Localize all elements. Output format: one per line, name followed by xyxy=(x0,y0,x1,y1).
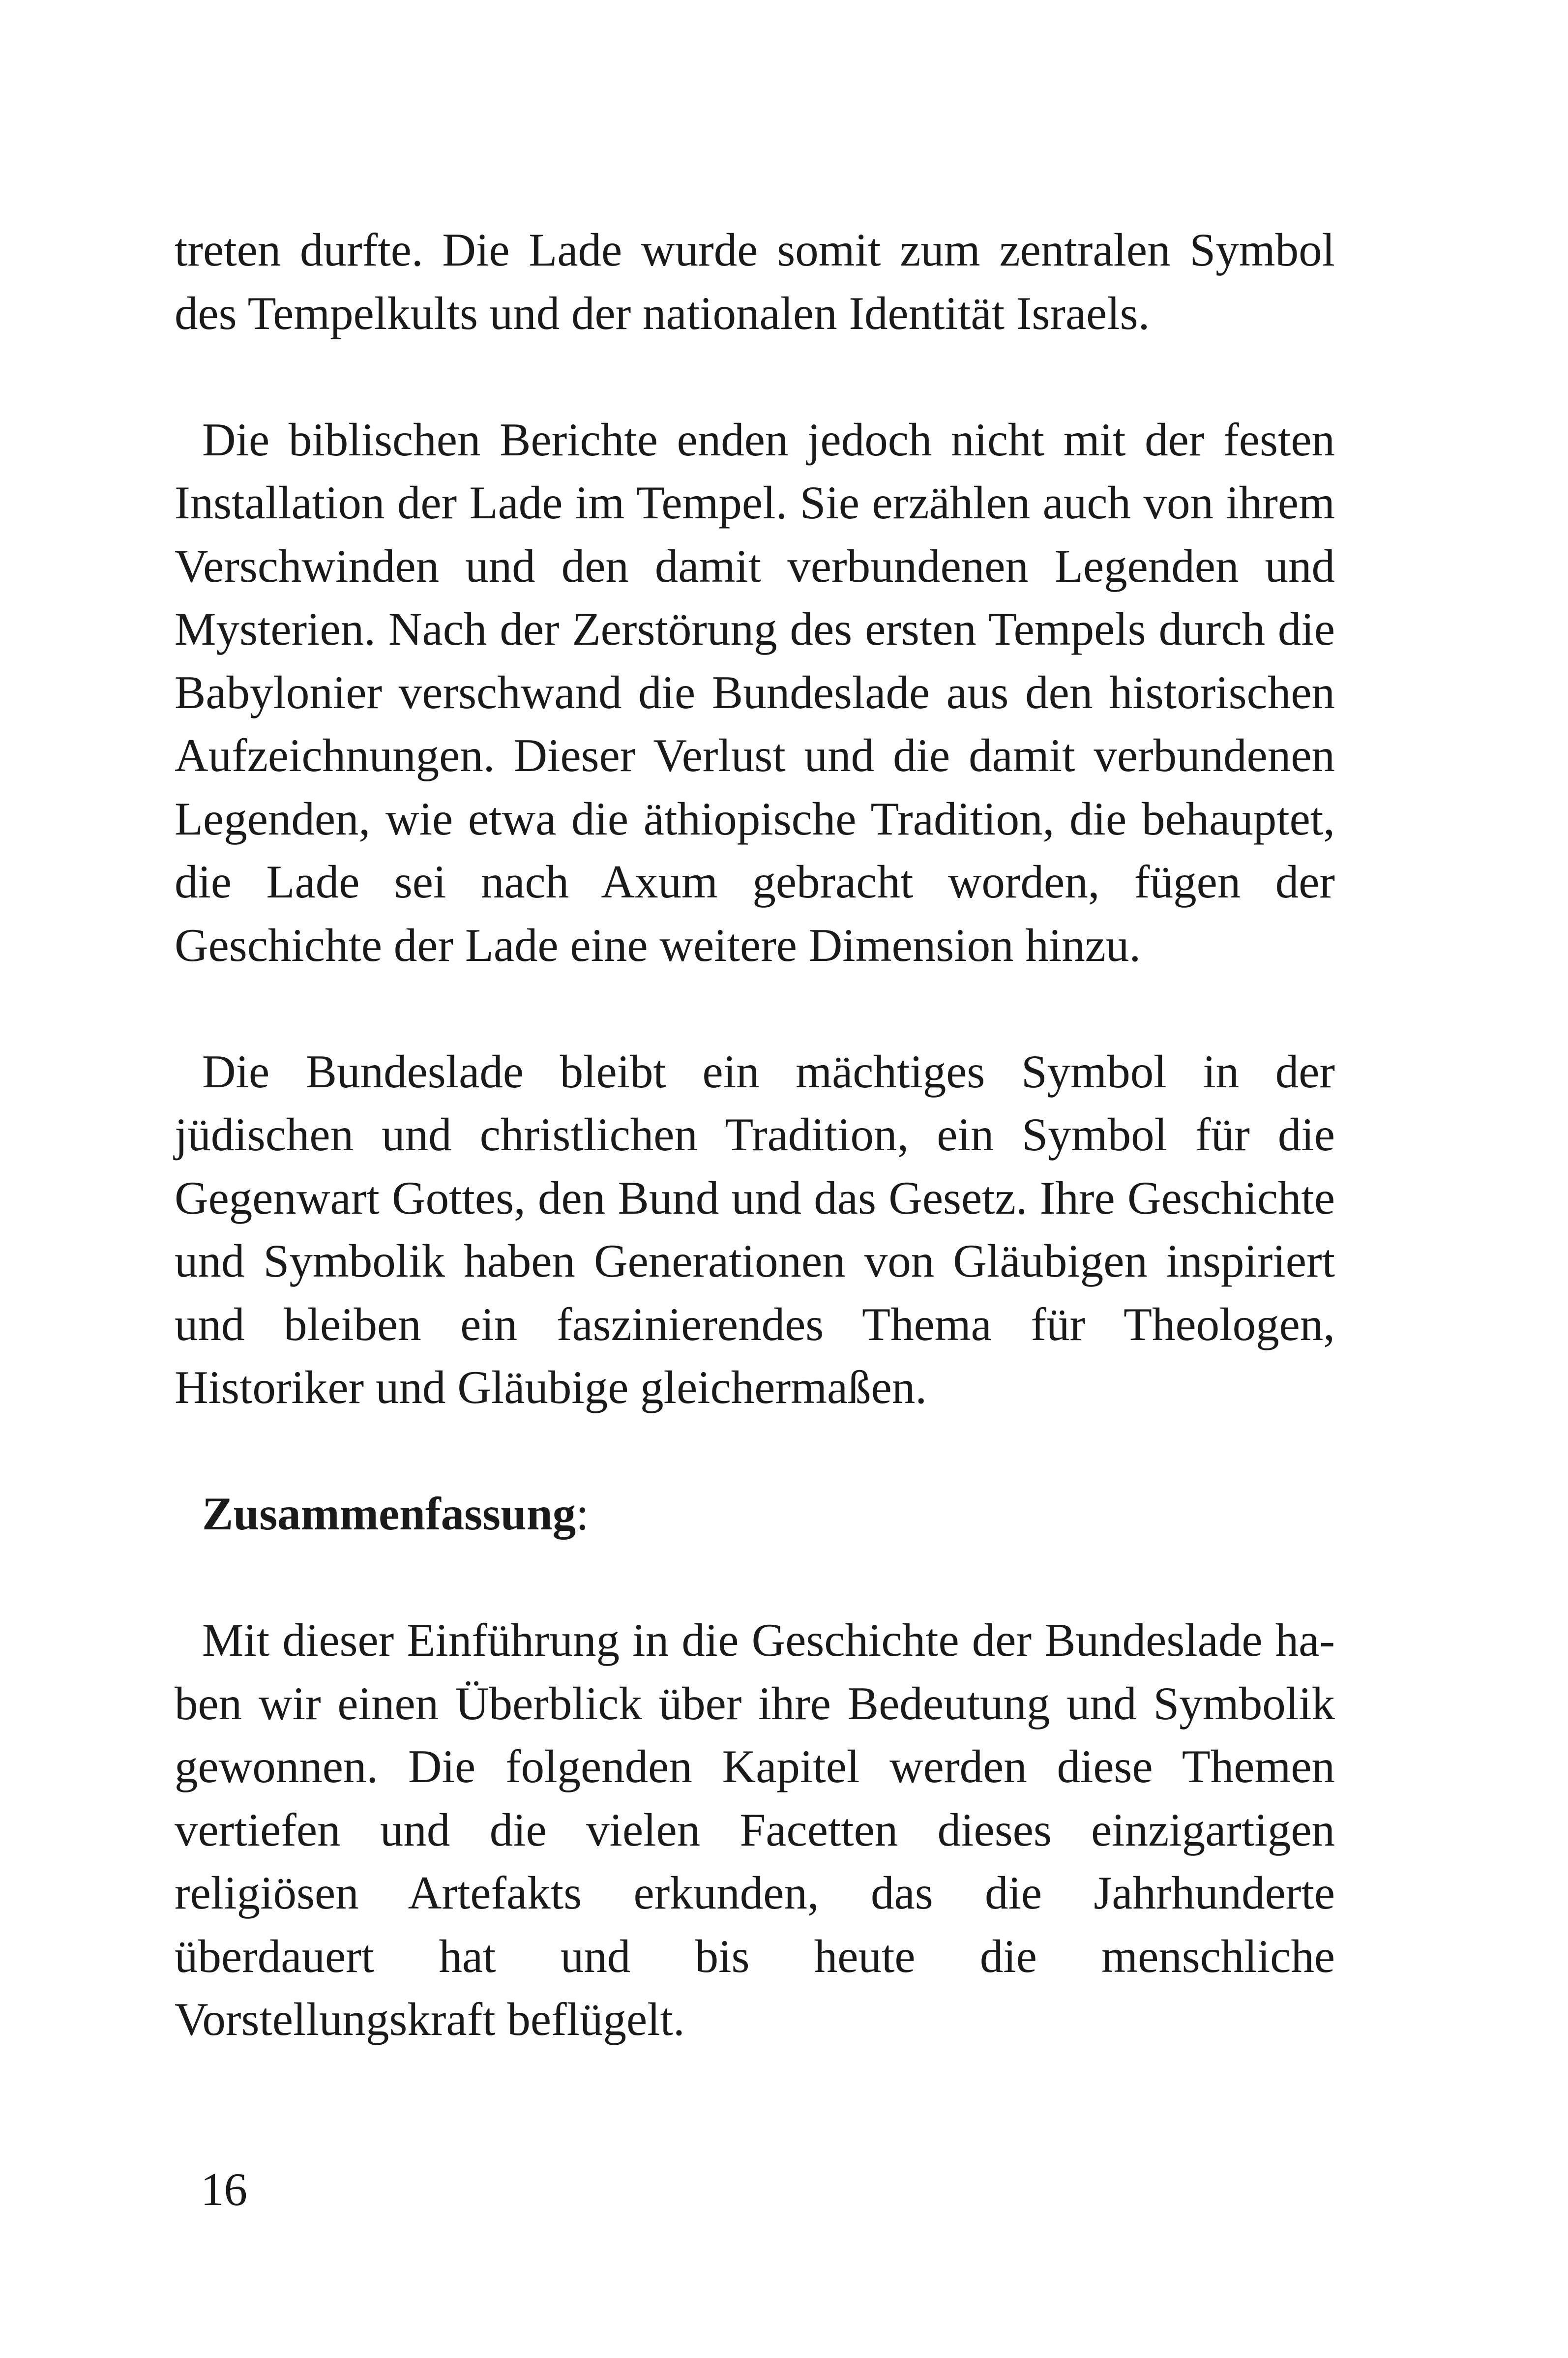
section-heading-colon: : xyxy=(576,1488,589,1540)
page-number: 16 xyxy=(201,2163,247,2215)
paragraph-symbolism: Die Bundeslade bleibt ein mächtiges Symbol in der jüdischen und christlichen Tradition, ein Symbol für die Gegenwart Gottes, den Bund und das Gesetz. Ihre Geschichte und Symbolik haben Generationen von Gläubigen inspiriert und bleiben ein faszinierendes Thema für Theologen, Historiker und Gläubige gleichermaßen. xyxy=(175,1045,1335,1413)
paragraph-summary: Mit dieser Einführung in die Geschichte der Bundeslade haben wir einen Überblick über ihre Bedeutung und Symbolik gewonnen. Die folgenden Kapitel werden diese Themen vertiefen und die vielen Facetten dieses einzigartigen religiösen Artefakts erkunden, das die Jahrhunderte überdauert hat und bis heute die menschliche Vorstellungskraft beflügelt. xyxy=(175,1614,1335,2045)
body-text xyxy=(175,218,1335,2051)
section-heading xyxy=(175,1482,1335,1546)
paragraph-disappearance: Die biblischen Berichte enden jedoch nicht mit der festen Installation der Lade im Tempel. Sie erzählen auch von ihrem Verschwinden und den damit verbundenen Legenden und Mysterien. Nach der Zerstörung des ersten Tempels durch die Babylonier verschwand die Bundeslade aus den historischen Aufzeichnungen. Dieser Verlust und die damit verbundenen Legenden, wie etwa die äthiopische Tradition, die behauptet, die Lade sei nach Axum gebracht worden, fügen der Geschichte der Lade eine weitere Dimension hinzu. xyxy=(175,413,1335,971)
paragraph-continuation: treten durfte. Die Lade wurde somit zum zentralen Symbol des Tempelkults und der nationalen Identität Israels. xyxy=(175,224,1335,339)
section-heading-title: Zusammenfassung xyxy=(202,1488,576,1540)
